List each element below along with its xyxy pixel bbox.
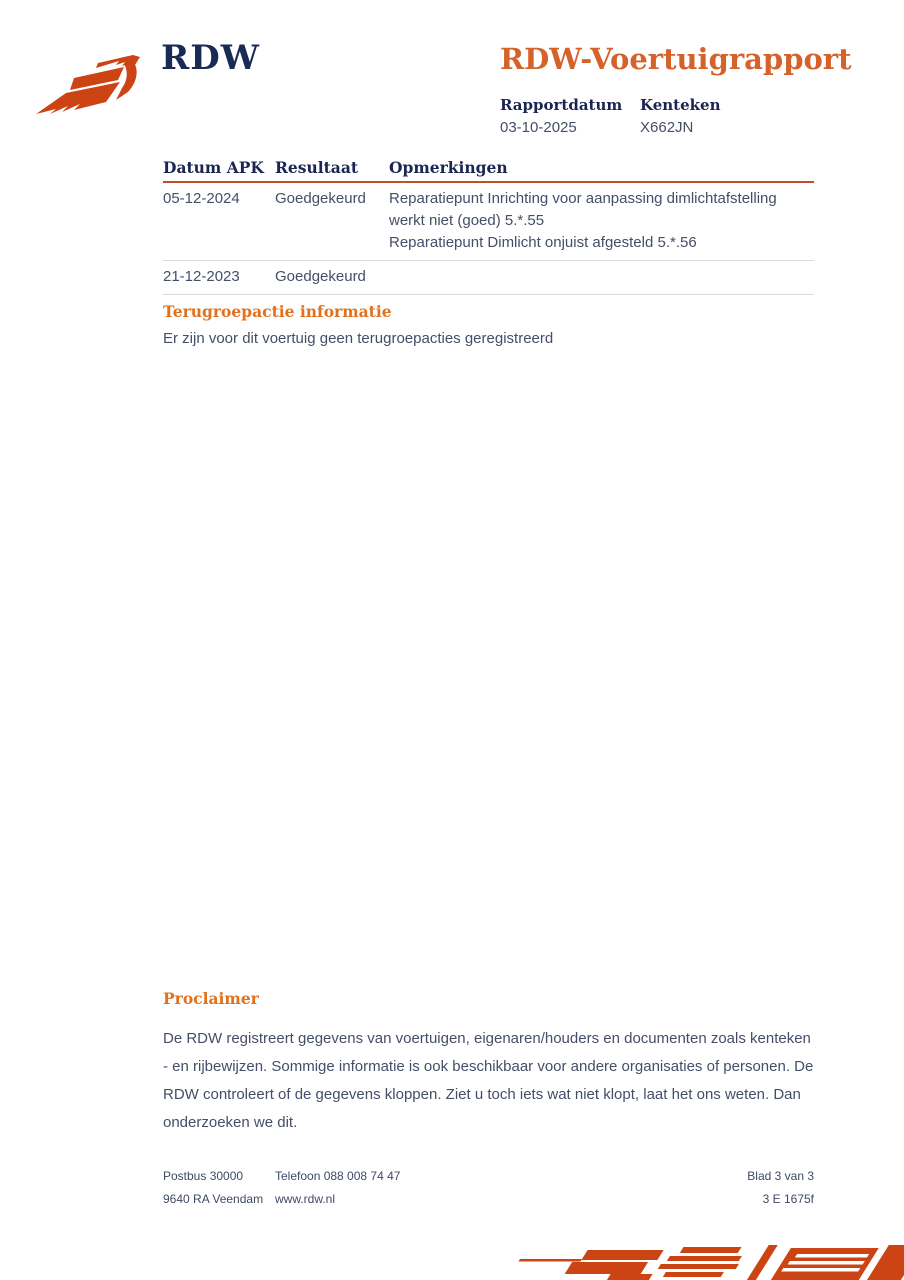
footer-form-code: 3 E 1675f — [762, 1192, 814, 1206]
proclaimer-section — [163, 989, 818, 1137]
table-row — [163, 261, 814, 295]
rdw-flag-logo-icon — [36, 54, 152, 118]
footer-row — [163, 1170, 814, 1183]
footer-page-indicator: Blad 3 van 3 — [747, 1169, 814, 1183]
column-header-opmerkingen: Opmerkingen — [389, 158, 508, 177]
column-header-resultaat: Resultaat — [275, 158, 359, 177]
table-row — [163, 183, 814, 261]
remark-line: Reparatiepunt Dimlicht onjuist afgesteld 5.*.56 — [389, 234, 697, 251]
remark-line: Reparatiepunt Inrichting voor aanpassing dimlichtafstelling werkt niet (goed) 5.*.55 — [389, 190, 777, 229]
cell-resultaat: Goedgekeurd — [275, 190, 366, 207]
page-title: RDW-Voertuigrapport — [500, 42, 852, 76]
footer-city: 9640 RA Veendam — [163, 1192, 264, 1206]
license-plate-value: X662JN — [640, 119, 694, 136]
license-plate-label: Kenteken — [640, 96, 721, 114]
cell-resultaat: Goedgekeurd — [275, 268, 366, 285]
cell-datum: 21-12-2023 — [163, 268, 240, 285]
page-footer — [163, 1170, 814, 1216]
column-header-datum-apk: Datum APK — [163, 158, 264, 177]
proclaimer-body: De RDW registreert gegevens van voertuigen, eigenaren/houders en documenten zoals kenteken - en rijbewijzen. Sommige informatie is ook beschikbaar voor andere organisaties of personen. De RDW controleert of de gegevens kloppen. Ziet u toch iets wat niet klopt, laat het ons weten. Dan onderzoeken we dit. — [163, 1030, 814, 1131]
cell-datum: 05-12-2024 — [163, 190, 240, 207]
proclaimer-heading: Proclaimer — [163, 989, 259, 1008]
report-date-value: 03-10-2025 — [500, 119, 577, 136]
license-plate-block — [640, 96, 720, 136]
footer-phone: Telefoon 088 008 74 47 — [275, 1169, 401, 1183]
cell-opmerkingen — [389, 188, 814, 254]
recall-section-heading: Terugroepactie informatie — [163, 302, 392, 321]
rdw-stripes-artwork-icon — [518, 1243, 904, 1280]
report-date-label: Rapportdatum — [500, 96, 623, 114]
footer-postbus: Postbus 30000 — [163, 1169, 244, 1183]
report-date-block — [500, 96, 622, 136]
table-header-row — [163, 158, 814, 183]
apk-history-table — [163, 158, 814, 295]
footer-row — [163, 1193, 814, 1206]
cell-opmerkingen — [389, 266, 814, 288]
recall-section — [163, 302, 814, 347]
recall-section-body: Er zijn voor dit voertuig geen terugroepacties geregistreerd — [163, 330, 554, 347]
rdw-logo-text: RDW — [161, 38, 260, 78]
footer-website: www.rdw.nl — [275, 1192, 336, 1206]
